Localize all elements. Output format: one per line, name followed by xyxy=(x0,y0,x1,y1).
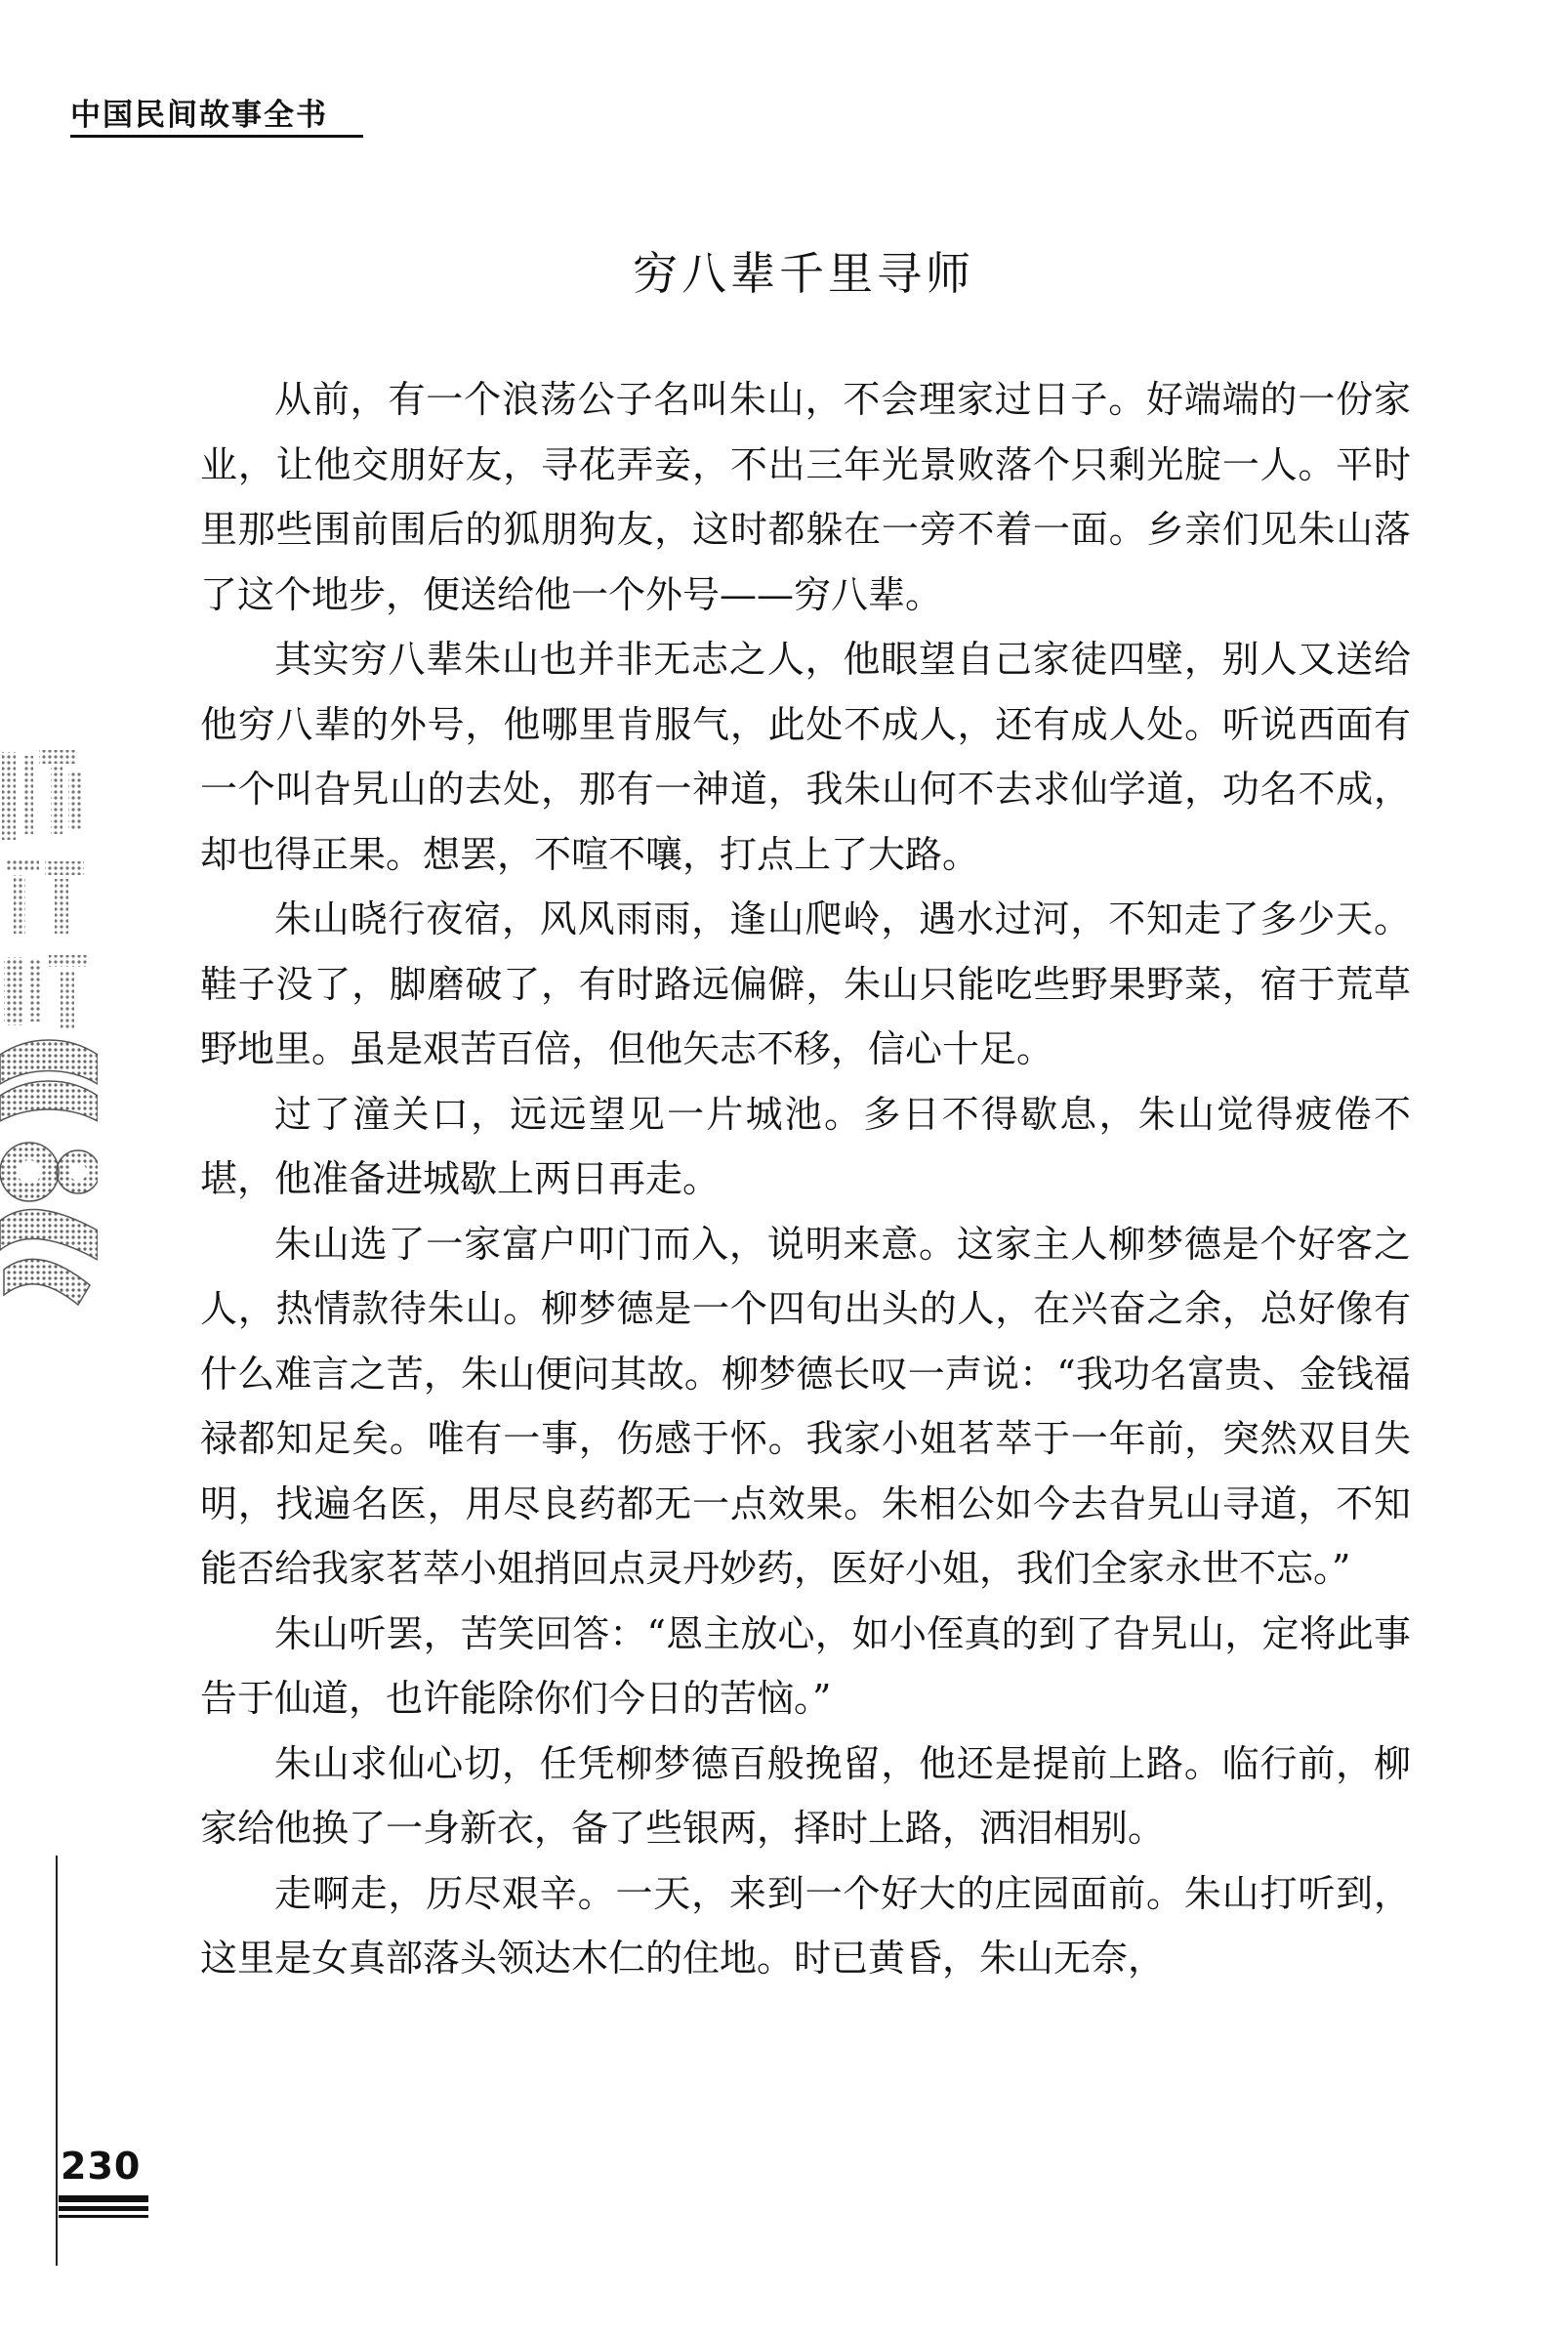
paragraph: 过了潼关口，远远望见一片城池。多日不得歇息，朱山觉得疲倦不堪，他准备进城歇上两日再走。 xyxy=(200,1092,1411,1200)
paragraph: 其实穷八辈朱山也并非无志之人，他眼望自己家徒四壁，别人又送给他穷八辈的外号，他哪里肯服气，此处不成人，还有成人处。听说西面有一个叫旮旯山的去处，那有一神道，我朱山何不去求仙学道，功名不成，却也得正果。想罢，不喧不嚷，打点上了大路。 xyxy=(200,638,1411,876)
paragraph: 朱山选了一家富户叩门而入，说明来意。这家主人柳梦德是个好客之人，热情款待朱山。柳梦德是一个四旬出头的人，在兴奋之余，总好像有什么难言之苦，朱山便问其故。柳梦德长叹一声说：“我功名富贵、金钱福禄都知足矣。唯有一事，伤感于怀。我家小姐茗萃于一年前，突然双目失明，找遍名医，用尽良药都无一点效果。朱相公如今去旮旯山寻道，不知能否给我家茗萃小姐捎回点灵丹妙药，医好小姐，我们全家永世不忘。” xyxy=(200,1222,1411,1590)
story-body xyxy=(200,367,1411,1991)
paragraph: 朱山求仙心切，任凭柳梦德百般挽留，他还是提前上路。临行前，柳家给他换了一身新衣，备了些银两，择时上路，洒泪相别。 xyxy=(200,1741,1411,1850)
margin-rule xyxy=(56,1856,58,2266)
running-header: 中国民间故事全书 xyxy=(70,98,328,133)
side-ornament-icon xyxy=(0,742,98,1309)
header-underline xyxy=(70,135,363,138)
paragraph: 从前，有一个浪荡公子名叫朱山，不会理家过日子。好端端的一份家业，让他交朋好友，寻花弄妾，不出三年光景败落个只剩光腚一人。平时里那些围前围后的狐朋狗友，这时都躲在一旁不着一面。乡亲们见朱山落了这个地步，便送给他一个外号——穷八辈。 xyxy=(200,378,1411,616)
page-number: 230 xyxy=(61,2145,142,2188)
paragraph: 走啊走，历尽艰辛。一天，来到一个好大的庄园面前。朱山打听到，这里是女真部落头领达木仁的住地。时已黄昏，朱山无奈， xyxy=(200,1871,1411,1980)
story-title: 穷八辈千里寻师 xyxy=(633,247,974,300)
page-number-bars xyxy=(59,2195,148,2218)
paragraph: 朱山听罢，苦笑回答：“恩主放心，如小侄真的到了旮旯山，定将此事告于仙道，也许能除你们今日的苦恼。” xyxy=(200,1611,1411,1720)
paragraph: 朱山晓行夜宿，风风雨雨，逢山爬岭，遇水过河，不知走了多少天。鞋子没了，脚磨破了，有时路远偏僻，朱山只能吃些野果野菜，宿于荒草野地里。虽是艰苦百倍，但他矢志不移，信心十足。 xyxy=(200,897,1411,1070)
